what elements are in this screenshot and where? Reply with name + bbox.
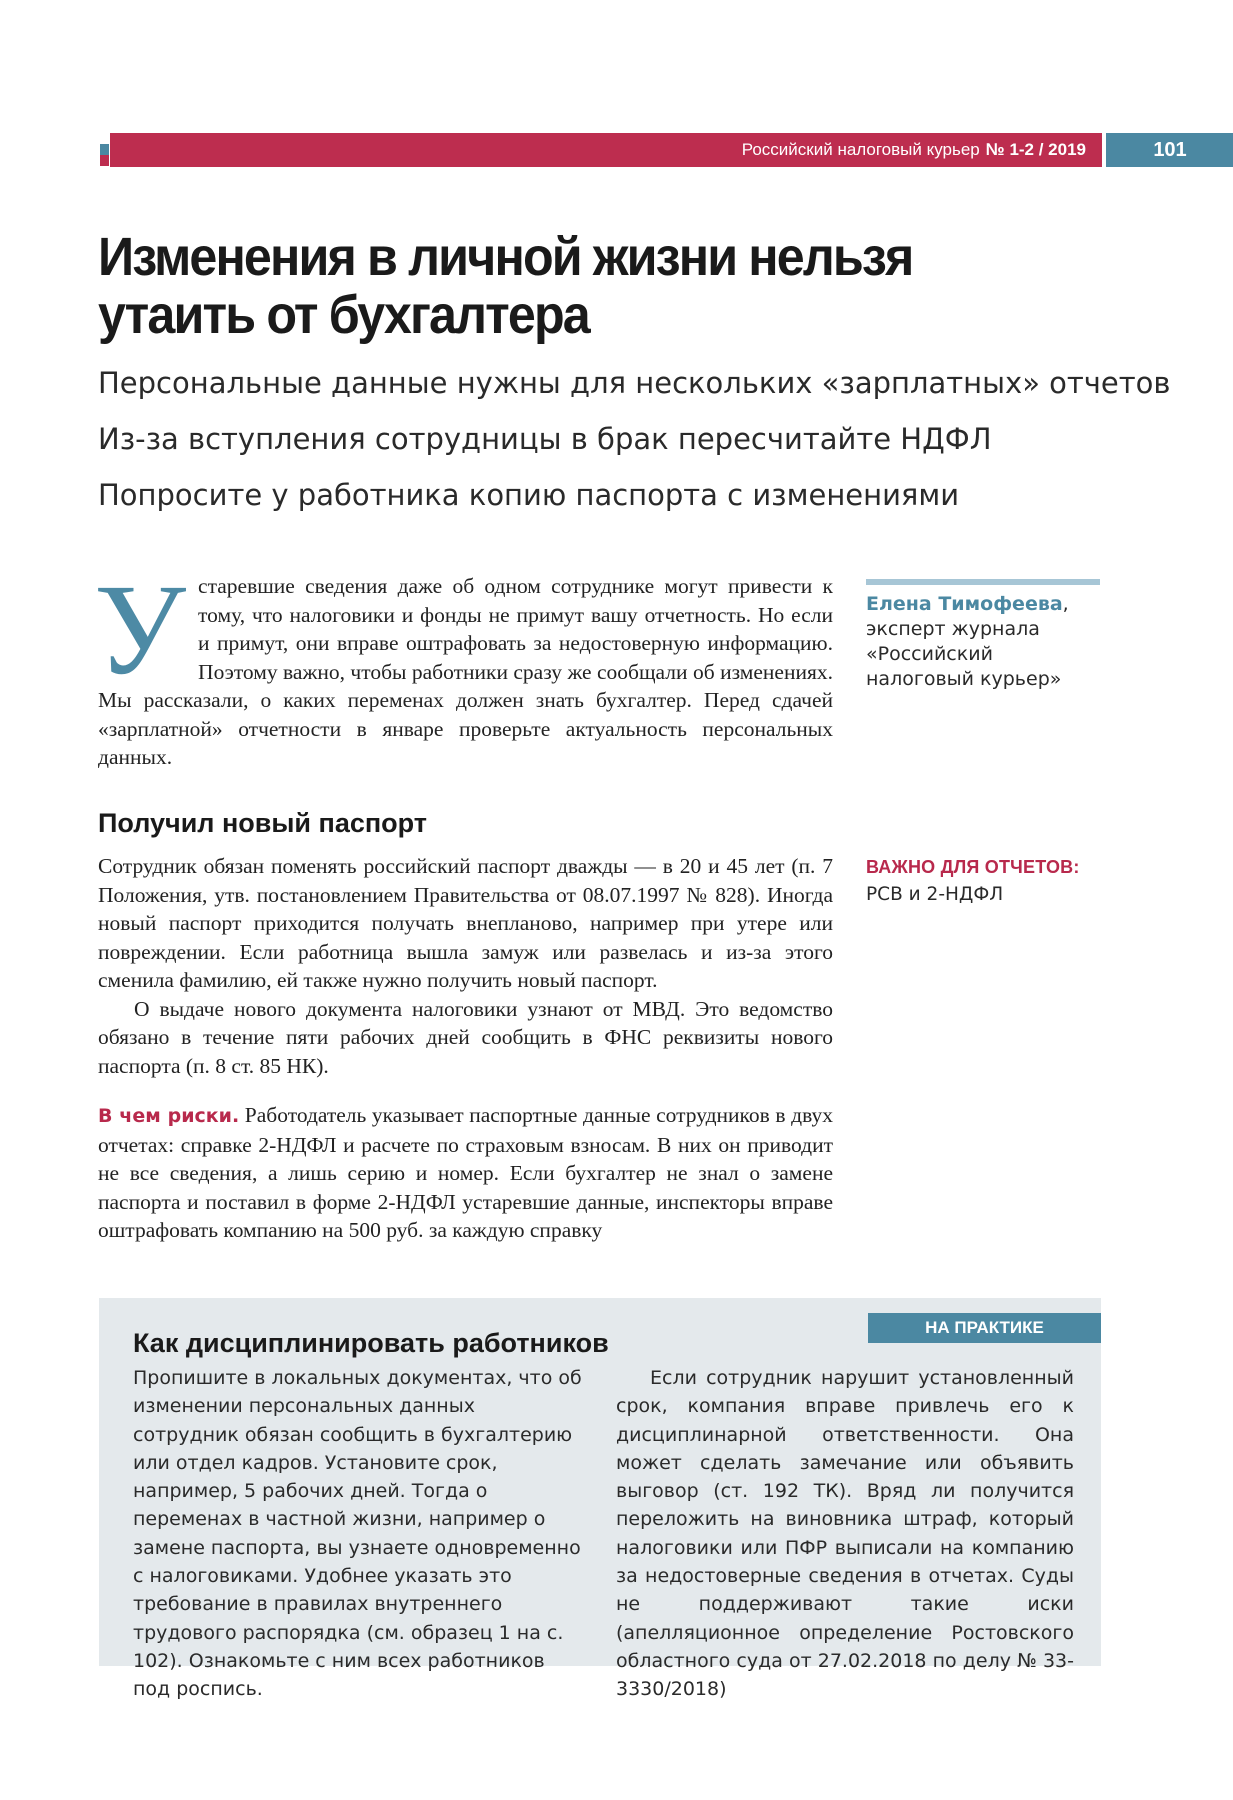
risk-text: Работодатель указывает паспортные данные сотрудников в двух отчетах: справке 2-НДФЛ и расчете по страховым взносам. В них он приводит не все сведения, а лишь серию и номер. Если бухгалтер не знал о замене паспорта и поставил в форме 2-НДФЛ устаревшие данные, инспекторы вправе оштрафовать компанию на 500 руб. за каждую справку — [98, 1103, 833, 1242]
article-title: Изменения в личной жизни нельзя утаить от бухгалтера — [98, 227, 913, 345]
author-rule — [866, 579, 1100, 585]
practice-right-column — [616, 1364, 1074, 1704]
page-number: 101 — [1106, 133, 1233, 167]
practice-box — [99, 1298, 1101, 1701]
intro-text: старевшие сведения даже об одном сотруднике могут привести к тому, что налоговики и фонды не примут вашу отчетность. Но если и примут, они вправе оштрафовать за недостоверную информацию. Поэтому важно, чтобы работники сразу же сообщали об изменениях. Мы рассказали, о каких переменах должен знать бухгалтер. Перед сдачей «зарплатной» отчетности в январе проверьте актуальность персональных данных. — [98, 574, 833, 769]
section-body — [98, 852, 833, 1245]
author-role: эксперт журнала «Российский налоговый курьер» — [866, 618, 1062, 690]
side-note-label: ВАЖНО ДЛЯ ОТЧЕТОВ: — [866, 857, 1080, 877]
body-paragraph: О выдаче нового документа налоговики узнают от МВД. Это ведомство обязано в течение пяти рабочих дней сообщить в ФНС реквизиты нового паспорта (п. 8 ст. 85 НК). — [98, 996, 833, 1078]
article-subtitles — [98, 366, 1171, 534]
side-note — [866, 857, 1106, 905]
author-name: Елена Тимофеева — [866, 593, 1063, 615]
practice-tag: НА ПРАКТИКЕ — [868, 1313, 1101, 1343]
header-color-marks — [100, 133, 109, 167]
drop-cap: У — [94, 558, 187, 702]
subtitle: Из-за вступления сотрудницы в брак пересчитайте НДФЛ — [98, 422, 992, 456]
subtitle: Персональные данные нужны для нескольких «зарплатных» отчетов — [98, 366, 1171, 400]
practice-left-column — [133, 1364, 583, 1704]
body-paragraph: Сотрудник обязан поменять российский паспорт дважды — в 20 и 45 лет (п. 7 Положения, утв. постановлением Правительства от 08.07.1997 № 828). Иногда новый паспорт приходится получать внепланово, например при утере или повреждении. Если работница вышла замуж или развелась и из-за этого сменила фамилию, ей также нужно получить новый паспорт. — [98, 854, 833, 992]
risk-paragraph — [98, 1101, 833, 1245]
subtitle: Попросите у работника копию паспорта с изменениями — [98, 478, 960, 512]
section-heading: Получил новый паспорт — [98, 808, 428, 838]
intro-paragraph — [94, 558, 833, 772]
issue-number: № 1-2 / 2019 — [985, 140, 1086, 159]
journal-name: Российский налоговый курьер — [741, 140, 980, 159]
running-header — [110, 133, 1102, 167]
practice-title: Как дисциплинировать работников — [133, 1328, 609, 1358]
practice-left-text: Пропишите в локальных документах, что об изменении персональных данных сотрудник обязан сообщить в бухгалтерию или отдел кадров. Установите срок, например, 5 рабочих дней. Тогда о переменах в частной жизни, например о замене паспорта, вы узнаете одновременно с налоговиками. Удобнее указать это требование в правилах внутреннего трудового распорядка (см. образец 1 на с. 102). Ознакомьте с ним всех работников под роспись. — [133, 1367, 582, 1701]
side-note-value: РСВ и 2-НДФЛ — [866, 884, 1004, 905]
risk-lead: В чем риски. — [98, 1105, 240, 1127]
practice-right-text: Если сотрудник нарушит установленный срок, компания вправе привлечь его к дисциплинарной ответственности. Она может сделать замечание или объявить выговор (ст. 192 ТК). Вряд ли получится переложить на виновника штраф, который налоговики или ПФР выписали на компанию за недостоверные сведения в отчетах. Суды не поддерживают такие иски (апелляционное определение Ростовского областного суда от 27.02.2018 по делу № 33-3330/2018) — [616, 1367, 1074, 1701]
author-block: Елена Тимофеева, эксперт журнала «Российский налоговый курьер» — [866, 593, 1069, 690]
